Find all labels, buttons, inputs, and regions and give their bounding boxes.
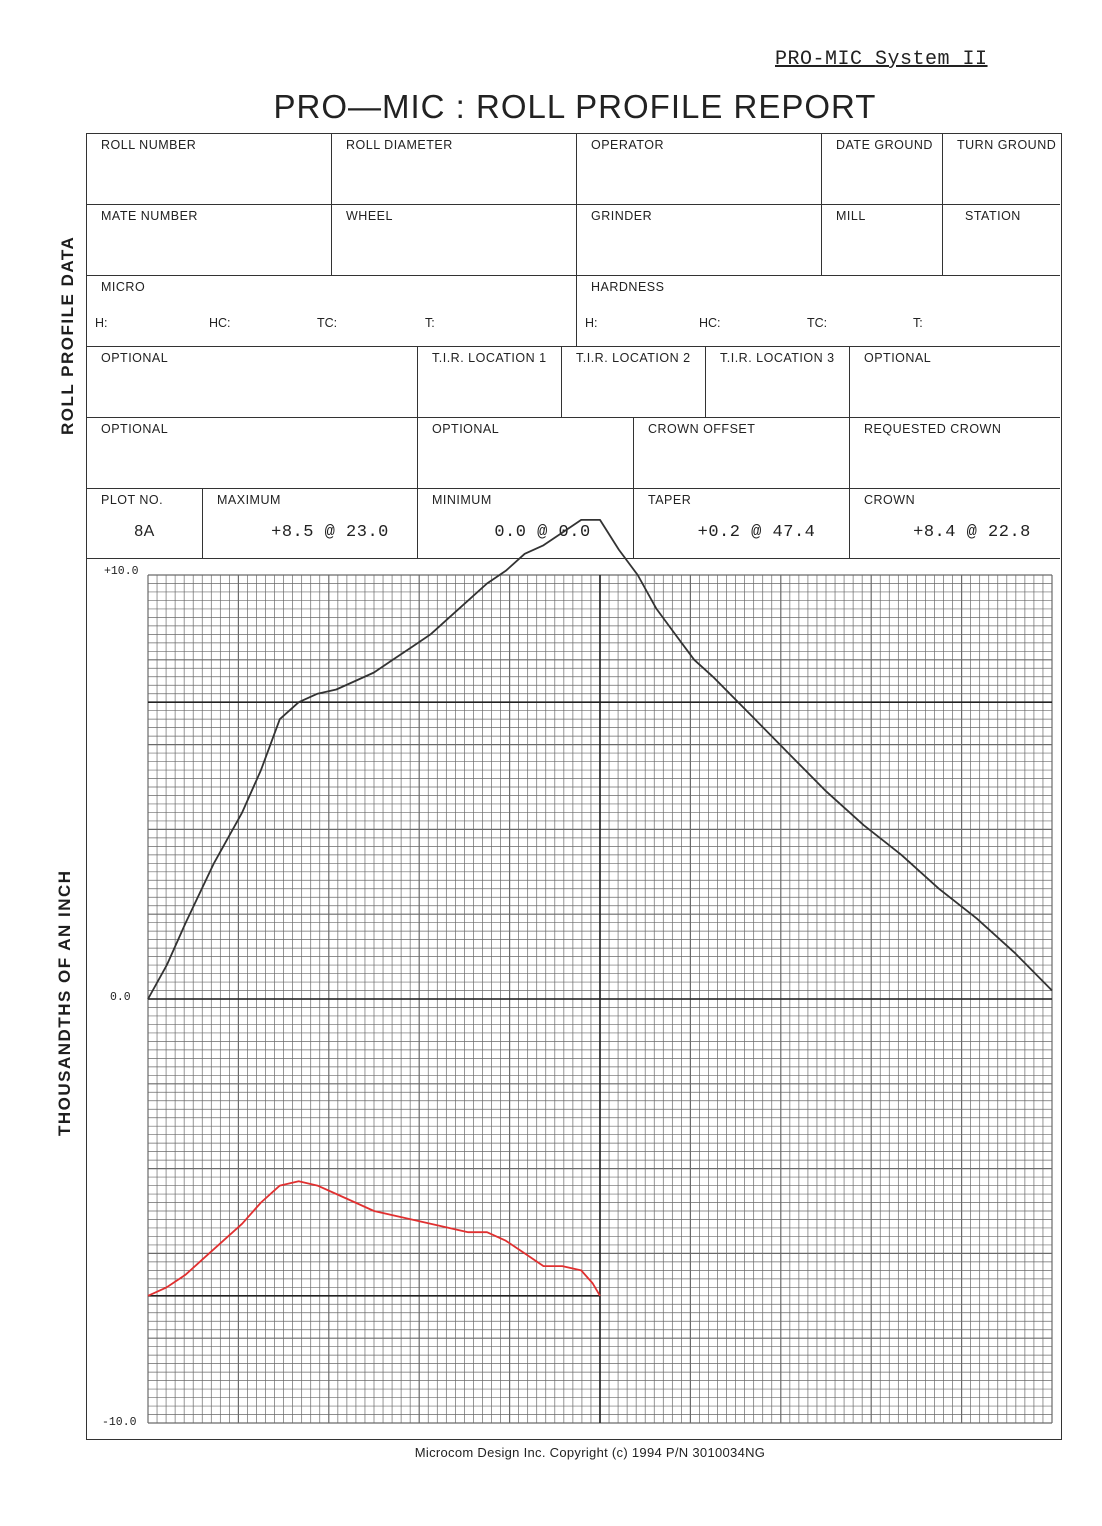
micro-tc-label: TC: bbox=[317, 316, 338, 330]
field-label: TURN GROUND bbox=[957, 138, 1057, 152]
y-axis-label: THOUSANDTHS OF AN INCH bbox=[55, 869, 74, 1136]
field-label: ROLL NUMBER bbox=[101, 138, 197, 152]
field-label: STATION bbox=[965, 209, 1021, 223]
field-label: OPTIONAL bbox=[101, 422, 169, 436]
field-label: MILL bbox=[836, 209, 866, 223]
micro-h-label: H: bbox=[95, 316, 108, 330]
micro-hc-label: HC: bbox=[209, 316, 231, 330]
field-label: CROWN bbox=[864, 493, 916, 507]
field-label: ROLL DIAMETER bbox=[346, 138, 453, 152]
section-side-label: ROLL PROFILE DATA bbox=[58, 235, 77, 435]
system-title: PRO-MIC System II bbox=[775, 48, 988, 71]
field-label: MICRO bbox=[101, 280, 146, 294]
field-label: WHEEL bbox=[346, 209, 393, 223]
taper-value: +0.2 @ 47.4 bbox=[697, 523, 816, 542]
field-label: CROWN OFFSET bbox=[648, 422, 756, 436]
field-label: T.I.R. LOCATION 3 bbox=[720, 351, 835, 365]
field-label: OPTIONAL bbox=[101, 351, 169, 365]
crown-value: +8.4 @ 22.8 bbox=[913, 523, 1031, 542]
field-label: T.I.R. LOCATION 2 bbox=[576, 351, 691, 365]
copyright-footer: Microcom Design Inc. Copyright (c) 1994 P/N 3010034NG bbox=[414, 1445, 766, 1460]
field-label: DATE GROUND bbox=[836, 138, 933, 152]
field-label: REQUESTED CROWN bbox=[864, 422, 1002, 436]
y-tick-bottom: -10.0 bbox=[102, 1416, 137, 1429]
field-label: MATE NUMBER bbox=[101, 209, 198, 223]
micro-t-label: T: bbox=[425, 316, 435, 330]
y-tick-top: +10.0 bbox=[104, 565, 139, 578]
field-label: GRINDER bbox=[591, 209, 653, 223]
hardness-tc-label: TC: bbox=[807, 316, 828, 330]
field-label: OPTIONAL bbox=[432, 422, 500, 436]
field-label: MINIMUM bbox=[432, 493, 492, 507]
field-label: OPERATOR bbox=[591, 138, 664, 152]
report-title: PRO—MIC : ROLL PROFILE REPORT bbox=[273, 88, 877, 125]
hardness-t-label: T: bbox=[913, 316, 923, 330]
field-label: PLOT NO. bbox=[101, 493, 164, 507]
field-label: HARDNESS bbox=[591, 280, 665, 294]
plot-no-value: 8A bbox=[134, 523, 155, 540]
hardness-h-label: H: bbox=[585, 316, 598, 330]
minimum-value: 0.0 @ 0.0 bbox=[494, 523, 591, 542]
maximum-value: +8.5 @ 23.0 bbox=[271, 523, 389, 542]
field-label: T.I.R. LOCATION 1 bbox=[432, 351, 547, 365]
field-label: OPTIONAL bbox=[864, 351, 932, 365]
hardness-hc-label: HC: bbox=[699, 316, 721, 330]
field-label: MAXIMUM bbox=[217, 493, 281, 507]
field-label: TAPER bbox=[648, 493, 692, 507]
y-tick-zero: 0.0 bbox=[110, 991, 131, 1004]
